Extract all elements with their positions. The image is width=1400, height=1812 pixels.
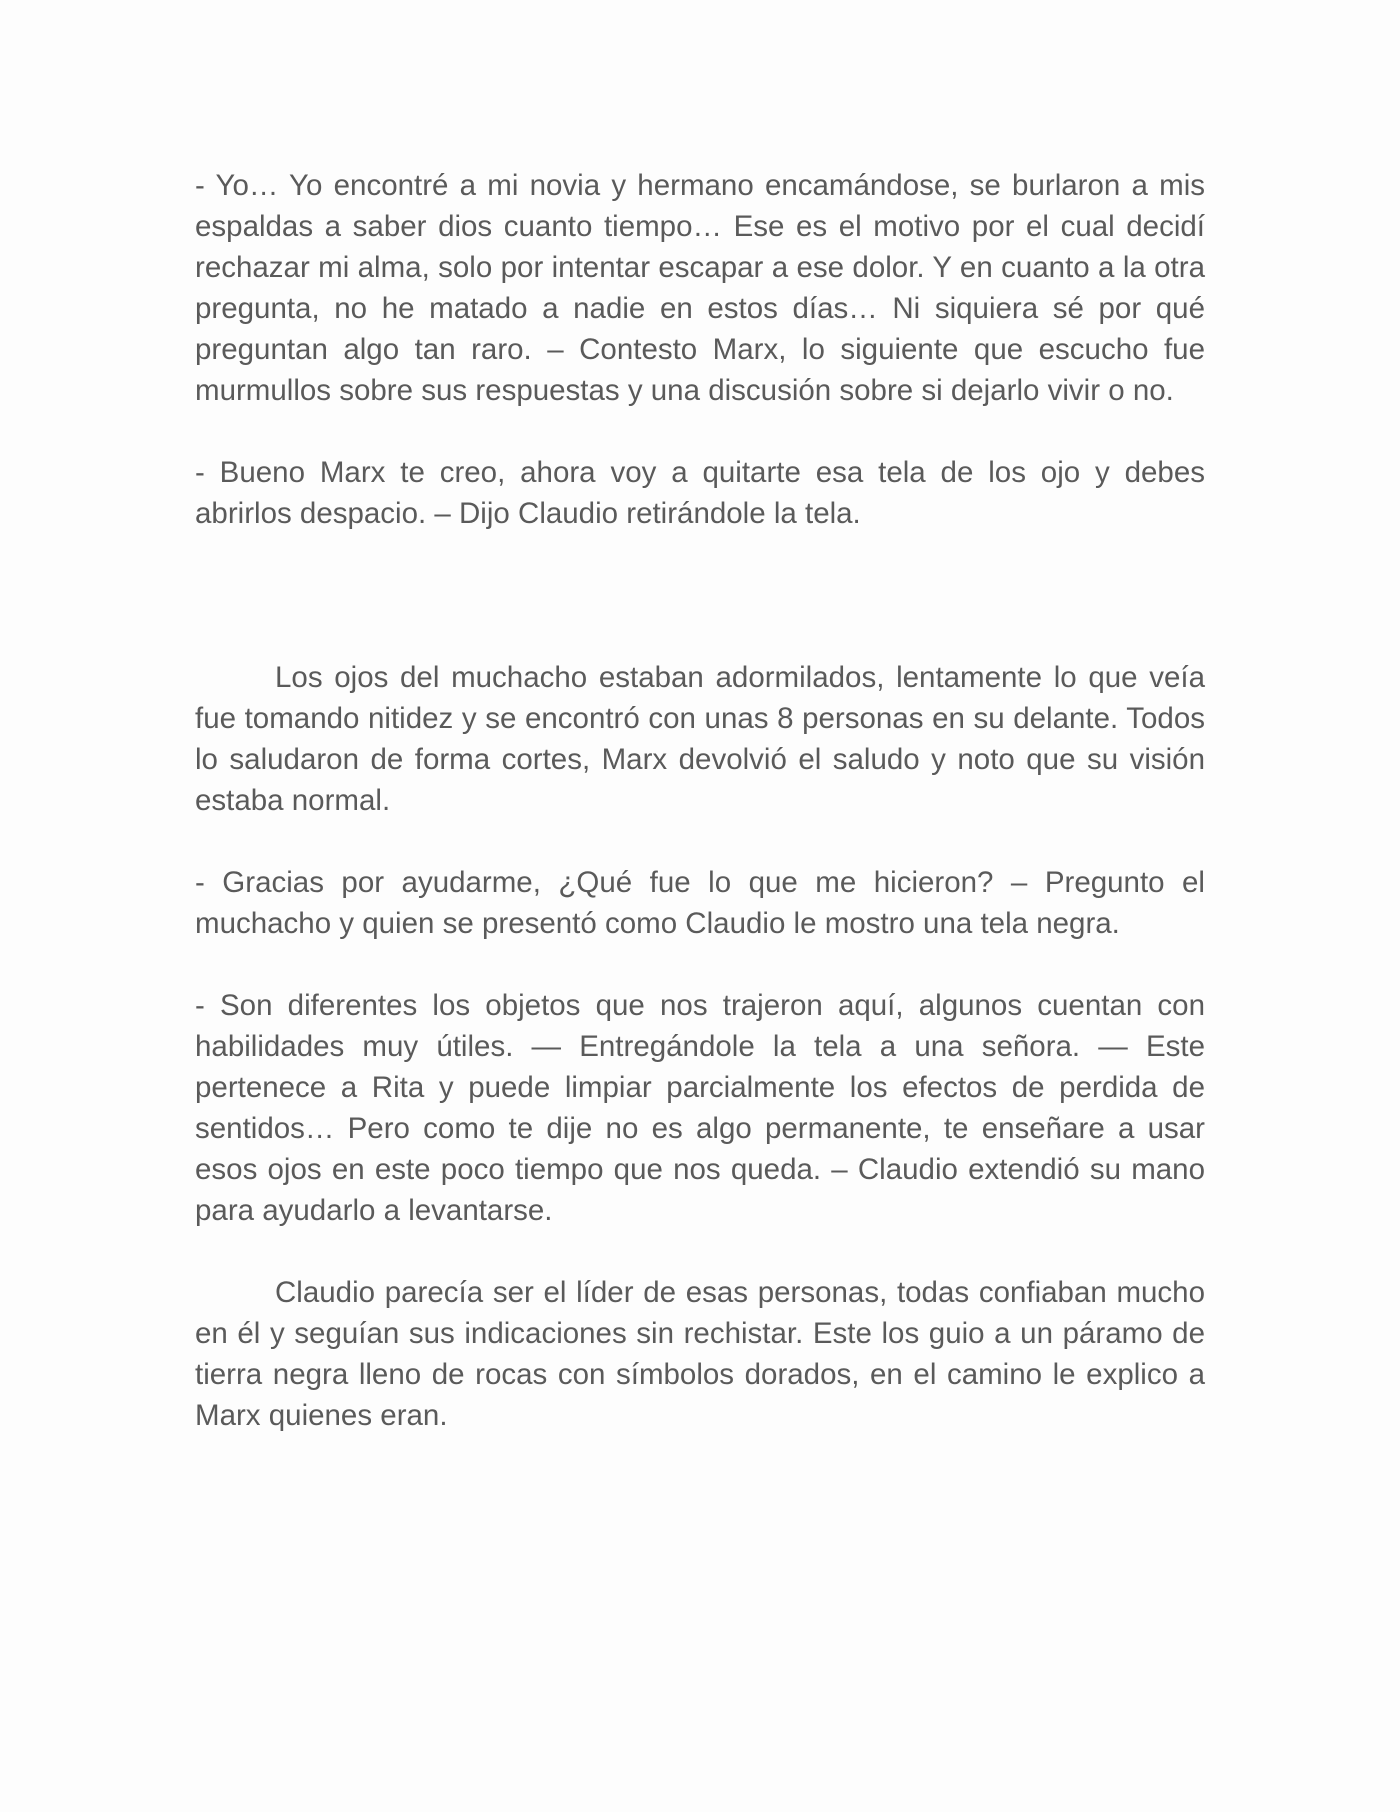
paragraph-dialogue-claudio: - Bueno Marx te creo, ahora voy a quitarte esa tela de los ojo y debes abrirlos despacio. – Dijo Claudio retirándole la tela. [195, 456, 1205, 530]
paragraph-dialogue-thanks: - Gracias por ayudarme, ¿Qué fue lo que me hicieron? – Pregunto el muchacho y quien se presentó como Claudio le mostro una tela negra. [195, 866, 1205, 940]
paragraph-dialogue-confession: - Yo… Yo encontré a mi novia y hermano encamándose, se burlaron a mis espaldas a saber dios cuanto tiempo… Ese es el motivo por el cual decidí rechazar mi alma, solo por intentar escapar a ese dolor. Y en cuanto a la otra pregunta, no he matado a nadie en estos días… Ni siquiera sé por qué preguntan algo tan raro. – Contesto Marx, lo siguiente que escucho fue murmullos sobre sus respuestas y una discusión sobre si dejarlo vivir o no. [195, 169, 1205, 407]
paragraph-narration-leader: Claudio parecía ser el líder de esas personas, todas confiaban mucho en él y seguían sus indicaciones sin rechistar. Este los guio a un páramo de tierra negra lleno de rocas con símbolos dorados, en el camino le explico a Marx quienes eran. [195, 1276, 1205, 1432]
body-text [195, 165, 1205, 1436]
paragraph-narration-eyes: Los ojos del muchacho estaban adormilados, lentamente lo que veía fue tomando nitidez y se encontró con unas 8 personas en su delante. Todos lo saludaron de forma cortes, Marx devolvió el saludo y noto que su visión estaba normal. [195, 661, 1205, 817]
paragraph-dialogue-objects: - Son diferentes los objetos que nos trajeron aquí, algunos cuentan con habilidades muy útiles. — Entregándole la tela a una señora. — Este pertenece a Rita y puede limpiar parcialmente los efectos de perdida de sentidos… Pero como te dije no es algo permanente, te enseñare a usar esos ojos en este poco tiempo que nos queda. – Claudio extendió su mano para ayudarlo a levantarse. [195, 989, 1205, 1227]
